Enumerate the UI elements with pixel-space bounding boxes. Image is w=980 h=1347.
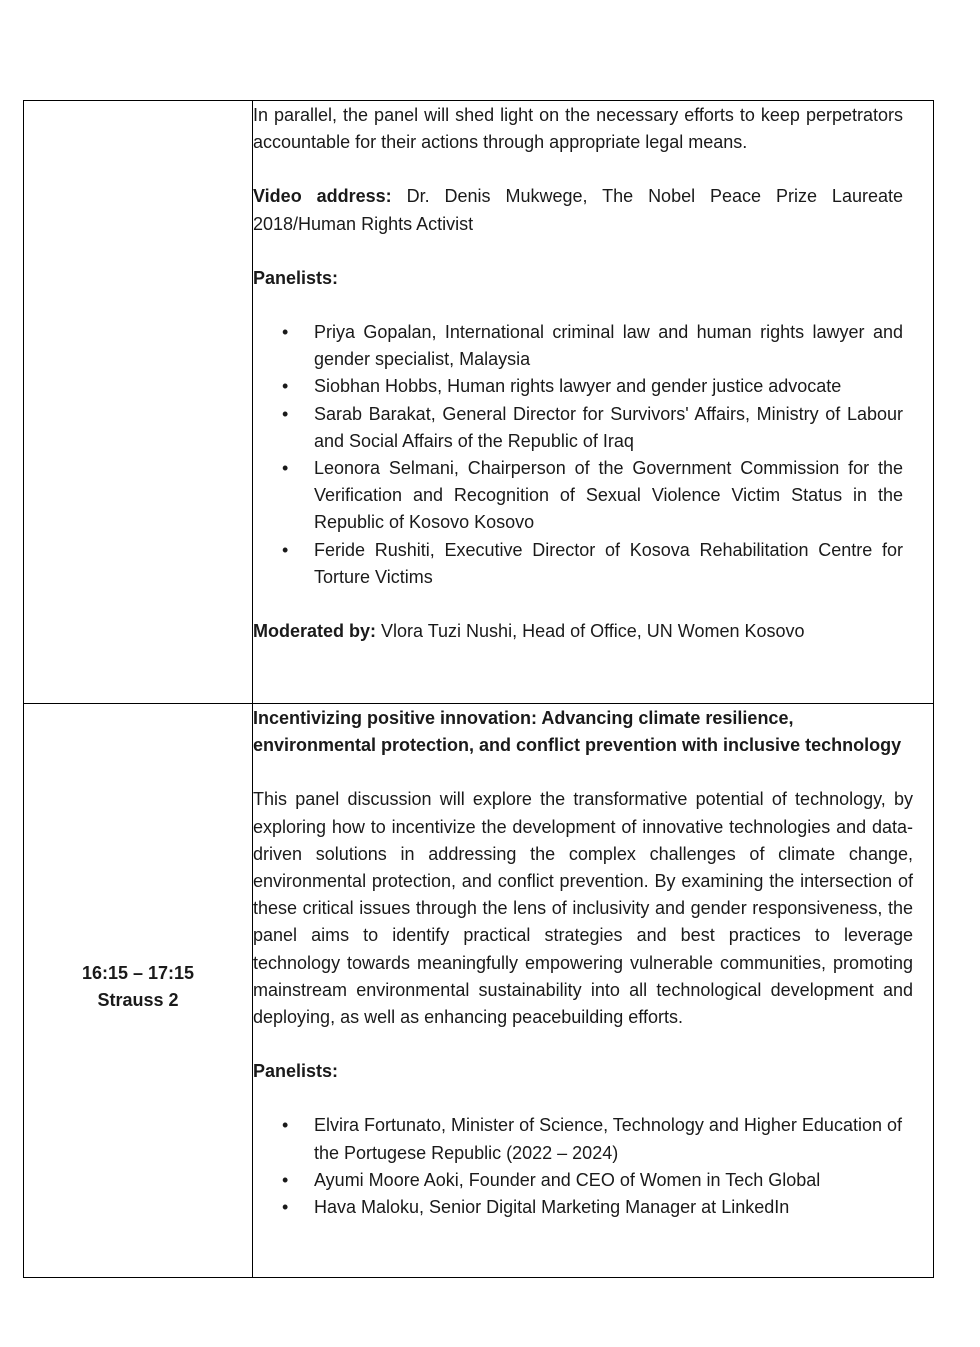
panelist-item: • Siobhan Hobbs, Human rights lawyer and gender justice advocate — [314, 373, 903, 400]
panelist-item: • Hava Maloku, Senior Digital Marketing Manager at LinkedIn — [314, 1194, 913, 1221]
panelist-item: • Feride Rushiti, Executive Director of Kosova Rehabilitation Centre for Torture Victims — [314, 537, 903, 591]
session-content-cell — [253, 101, 934, 704]
session-room: Strauss 2 — [97, 989, 179, 1010]
agenda-table — [23, 100, 934, 1278]
time-cell-empty — [24, 101, 253, 704]
time-cell — [24, 704, 253, 1278]
panelists-list — [253, 1112, 913, 1221]
video-address — [253, 183, 903, 237]
panelist-item: • Ayumi Moore Aoki, Founder and CEO of Women in Tech Global — [314, 1167, 913, 1194]
video-address-text: Dr. Denis Mukwege, The Nobel Peace Prize Laureate 2018/Human Rights Activist — [253, 186, 903, 234]
agenda-row-sexual-violence-panel — [24, 101, 934, 704]
panelists-heading: Panelists: — [253, 267, 339, 288]
panelist-item: • Leonora Selmani, Chairperson of the Government Commission for the Verification and Recognition of Sexual Violence Victim Status in the Republic of Kosovo Kosovo — [314, 455, 903, 537]
moderator-text: Vlora Tuzi Nushi, Head of Office, UN Women Kosovo — [376, 621, 805, 642]
panelist-item: • Elvira Fortunato, Minister of Science, Technology and Higher Education of the Portugese Republic (2022 – 2024) — [314, 1112, 913, 1166]
session-description: This panel discussion will explore the transformative potential of technology, by exploring how to incentivize the development of innovative technologies and data-driven solutions in addressing the complex challenges of climate change, environmental protection, and conflict prevention. By examining the intersection of these critical issues through the lens of inclusivity and gender responsiveness, the panel aims to identify practical strategies and best practices to leverage technology towards meaningfully empowering vulnerable communities, promoting mainstream environmental sustainability into all technological development and deploying, as well as enhancing peacebuilding efforts. — [253, 789, 913, 1028]
session-content-cell — [253, 704, 934, 1278]
video-address-label: Video address: — [253, 186, 392, 207]
session-title: Incentivizing positive innovation: Advancing climate resilience, environmental protection, and conflict prevention with inclusive technology — [253, 708, 902, 756]
panelist-item: • Sarab Barakat, General Director for Survivors' Affairs, Ministry of Labour and Social Affairs of the Republic of Iraq — [314, 401, 903, 455]
session-intro-paragraph: In parallel, the panel will shed light on the necessary efforts to keep perpetrators accountable for their actions through appropriate legal means. — [253, 105, 903, 153]
moderator-line — [253, 618, 903, 645]
agenda-row-innovation-panel — [24, 704, 934, 1278]
panelist-item: • Priya Gopalan, International criminal law and human rights lawyer and gender specialist, Malaysia — [314, 319, 903, 373]
panelists-heading: Panelists: — [253, 1061, 339, 1082]
session-time: 16:15 – 17:15 — [81, 962, 195, 983]
moderator-label: Moderated by: — [253, 621, 377, 642]
panelists-list — [253, 319, 903, 591]
